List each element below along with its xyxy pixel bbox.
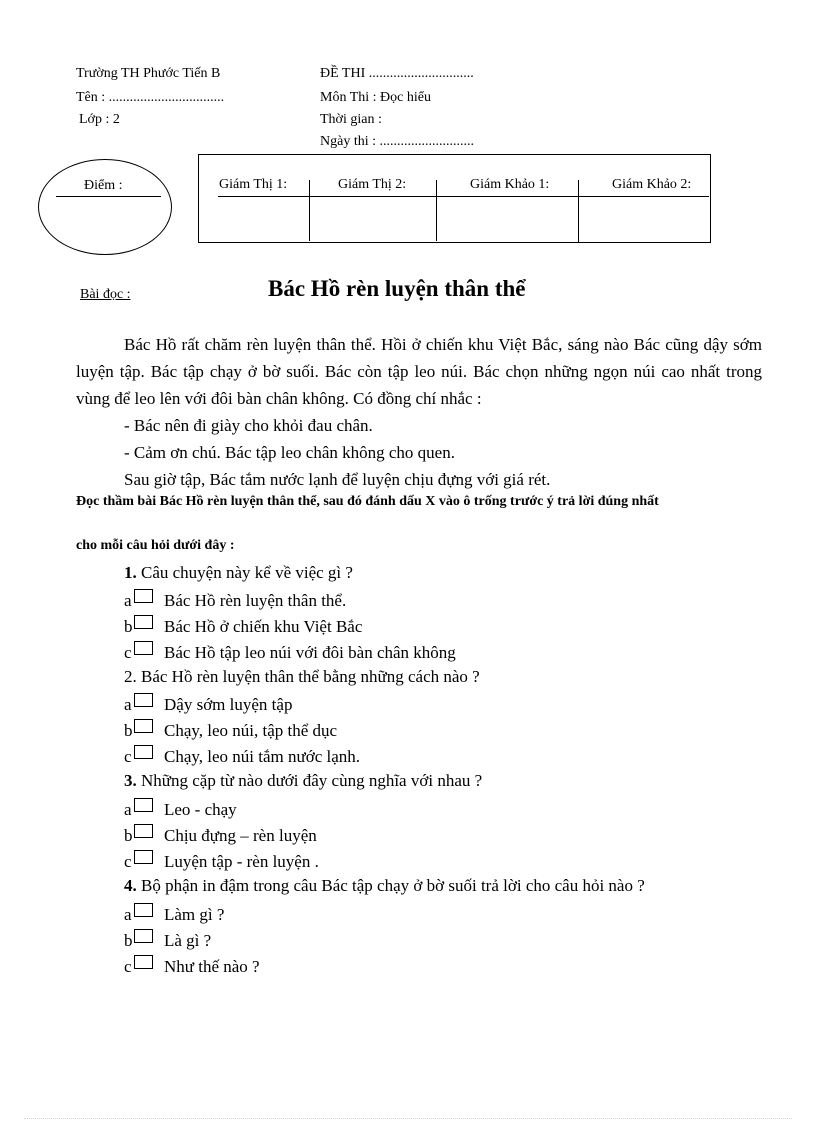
grade-field: Lớp : 2 <box>79 112 120 127</box>
passage-paragraph: Bác Hồ rất chăm rèn luyện thân thể. Hồi ở chiến khu Việt Bắc, sáng nào Bác cũng dậy sớm luyện tập. Bác tập chạy ở bờ suối. Bác còn tập leo núi. Bác chọn những ngọn núi cao nhất trong vùng để leo lên với đôi bàn chân không. Có đồng chí nhắc : <box>76 335 762 408</box>
answer-checkbox[interactable] <box>134 615 153 629</box>
option-letter: a <box>124 905 132 924</box>
option-letter: c <box>124 957 132 976</box>
option-text: Là gì ? <box>164 931 212 950</box>
option-4c <box>124 955 260 977</box>
option-1b <box>124 615 362 637</box>
answer-checkbox[interactable] <box>134 719 153 733</box>
question-number: 4. <box>124 876 137 895</box>
answer-checkbox[interactable] <box>134 798 153 812</box>
option-letter: a <box>124 591 132 610</box>
option-4b <box>124 929 211 951</box>
option-letter: b <box>124 617 133 636</box>
option-2a <box>124 693 292 715</box>
score-ellipse <box>38 159 172 255</box>
option-3a <box>124 798 237 820</box>
answer-checkbox[interactable] <box>134 955 153 969</box>
grader-col-divider <box>436 180 437 241</box>
grader-header-3: Giám Khảo 1: <box>470 177 550 192</box>
option-text: Bác Hồ rèn luyện thân thể. <box>164 591 347 610</box>
date-field: Ngày thi : ........................... <box>320 134 474 149</box>
answer-checkbox[interactable] <box>134 824 153 838</box>
time-field: Thời gian : <box>320 112 382 127</box>
answer-checkbox[interactable] <box>134 693 153 707</box>
option-2b <box>124 719 337 741</box>
option-text: Chạy, leo núi tắm nước lạnh. <box>164 747 361 766</box>
grader-col-divider <box>578 180 579 243</box>
option-1a <box>124 589 346 611</box>
option-text: Chịu đựng – rèn luyện <box>164 826 317 845</box>
question-1 <box>124 563 353 583</box>
dialogue-line: - Cảm ơn chú. Bác tập leo chân không cho quen. <box>124 443 455 462</box>
answer-checkbox[interactable] <box>134 929 153 943</box>
question-4 <box>124 876 645 896</box>
option-text: Leo - chạy <box>164 800 237 819</box>
score-underline <box>56 196 161 197</box>
grader-header-rule <box>218 196 709 197</box>
answer-checkbox[interactable] <box>134 903 153 917</box>
option-letter: b <box>124 826 133 845</box>
option-letter: c <box>124 852 132 871</box>
grader-header-4: Giám Khảo 2: <box>612 177 692 192</box>
answer-checkbox[interactable] <box>134 641 153 655</box>
reading-label: Bài đọc : <box>80 287 131 302</box>
option-letter: a <box>124 695 132 714</box>
answer-checkbox[interactable] <box>134 745 153 759</box>
subject-field: Môn Thi : Đọc hiểu <box>320 90 431 105</box>
answer-checkbox[interactable] <box>134 850 153 864</box>
question-number: 2. <box>124 667 137 686</box>
question-text: Câu chuyện này kể về việc gì ? <box>141 563 353 582</box>
grader-header-2: Giám Thị 2: <box>338 177 407 192</box>
grader-col-divider <box>309 180 310 241</box>
option-text: Bác Hồ ở chiến khu Việt Bắc <box>164 617 363 636</box>
question-number: 1. <box>124 563 137 582</box>
option-letter: b <box>124 721 133 740</box>
option-text: Như thế nào ? <box>164 957 260 976</box>
option-text: Chạy, leo núi, tập thể dục <box>164 721 338 740</box>
student-name-field: Tên : ................................. <box>76 90 225 105</box>
option-text: Dậy sớm luyện tập <box>164 695 293 714</box>
reading-passage <box>76 331 762 493</box>
exam-label: ĐỀ THI .............................. <box>320 66 474 81</box>
score-label: Điểm : <box>84 178 123 193</box>
option-text: Bác Hồ tập leo núi với đôi bàn chân không <box>164 643 456 662</box>
option-text: Làm gì ? <box>164 905 225 924</box>
question-text: Những cặp từ nào dưới đây cùng nghĩa với nhau ? <box>141 771 483 790</box>
option-3b <box>124 824 317 846</box>
option-2c <box>124 745 360 767</box>
option-4a <box>124 903 224 925</box>
instruction-text: Đọc thầm bài Bác Hồ rèn luyện thân thể, sau đó đánh dấu X vào ô trống trước ý trả lời đúng nhất <box>76 494 659 509</box>
dialogue-line: - Bác nên đi giày cho khỏi đau chân. <box>124 416 373 435</box>
question-text: Bác Hồ rèn luyện thân thể bằng những cách nào ? <box>141 667 480 686</box>
option-1c <box>124 641 456 663</box>
instruction-text-continued: cho mỗi câu hỏi dưới đây : <box>76 538 235 553</box>
option-text: Luyện tập - rèn luyện . <box>164 852 319 871</box>
option-3c <box>124 850 319 872</box>
passage-title: Bác Hồ rèn luyện thân thể <box>268 276 526 301</box>
school-name: Trường TH Phước Tiến B <box>76 66 221 81</box>
grader-table-frame <box>198 154 711 243</box>
option-letter: c <box>124 747 132 766</box>
question-2 <box>124 667 480 687</box>
question-3 <box>124 771 482 791</box>
option-letter: c <box>124 643 132 662</box>
question-number: 3. <box>124 771 137 790</box>
question-text: Bộ phận in đậm trong câu Bác tập chạy ở bờ suối trả lời cho câu hỏi nào ? <box>141 876 645 895</box>
answer-checkbox[interactable] <box>134 589 153 603</box>
grader-table <box>198 154 711 243</box>
option-letter: b <box>124 931 133 950</box>
passage-paragraph: Sau giờ tập, Bác tắm nước lạnh để luyện chịu đựng với giá rét. <box>124 470 551 489</box>
grader-header-1: Giám Thị 1: <box>219 177 288 192</box>
option-letter: a <box>124 800 132 819</box>
page-footer-rule <box>24 1118 792 1119</box>
